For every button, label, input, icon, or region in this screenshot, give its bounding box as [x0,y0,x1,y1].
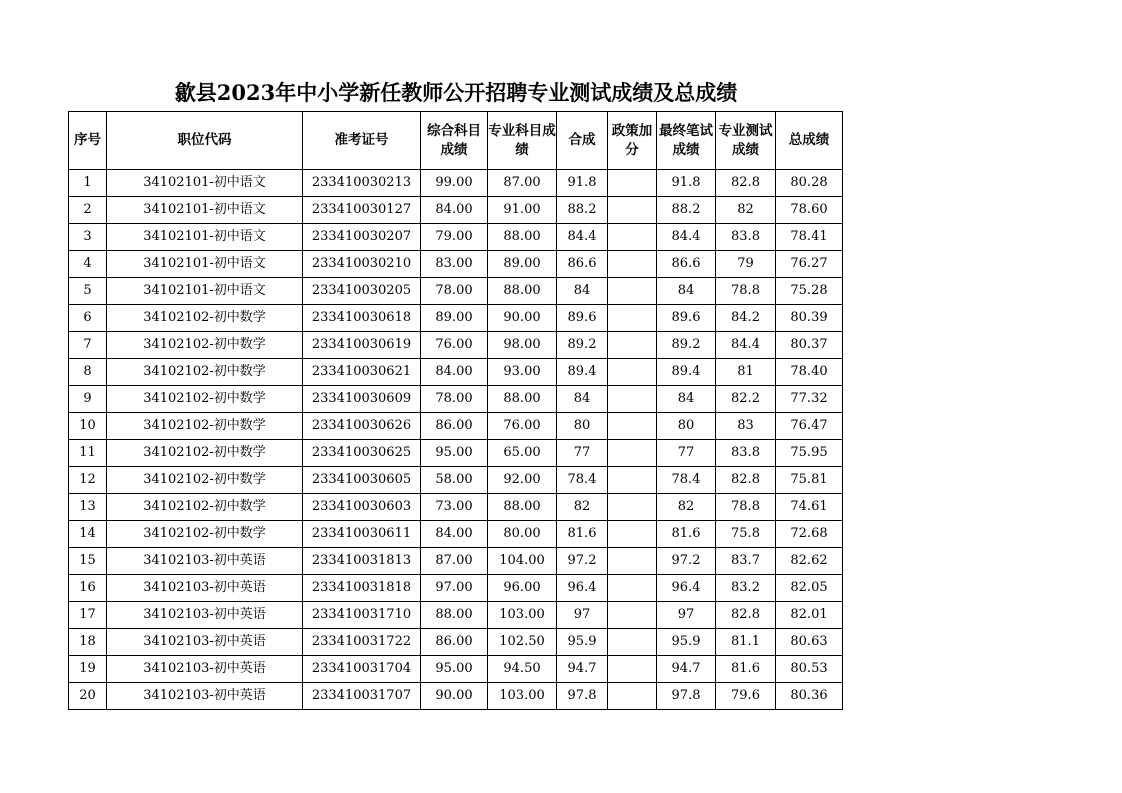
cell-seq: 9 [69,386,107,413]
cell-combined: 84 [557,386,608,413]
cell-position-code: 34102101-初中语文 [107,278,303,305]
table-row [69,521,843,548]
cell-policy-bonus [608,197,657,224]
cell-professional-score: 98.00 [488,332,557,359]
table-row [69,386,843,413]
cell-seq: 17 [69,602,107,629]
header-combined: 合成 [557,112,608,170]
cell-total: 78.60 [776,197,843,224]
table-row [69,278,843,305]
cell-combined: 89.4 [557,359,608,386]
cell-comprehensive-score: 86.00 [421,629,488,656]
cell-professional-score: 88.00 [488,278,557,305]
cell-position-code: 34102102-初中数学 [107,467,303,494]
cell-position-code: 34102103-初中英语 [107,656,303,683]
cell-policy-bonus [608,521,657,548]
cell-final-written: 84 [657,386,716,413]
cell-professional-score: 96.00 [488,575,557,602]
score-table-body [69,170,843,710]
cell-professional-test: 82.2 [716,386,776,413]
cell-seq: 15 [69,548,107,575]
cell-comprehensive-score: 83.00 [421,251,488,278]
cell-combined: 84.4 [557,224,608,251]
cell-professional-test: 78.8 [716,494,776,521]
cell-seq: 18 [69,629,107,656]
cell-position-code: 34102102-初中数学 [107,359,303,386]
cell-total: 82.62 [776,548,843,575]
cell-final-written: 77 [657,440,716,467]
cell-ticket-no: 233410031710 [303,602,421,629]
cell-professional-test: 82 [716,197,776,224]
cell-combined: 77 [557,440,608,467]
cell-ticket-no: 233410030127 [303,197,421,224]
cell-professional-score: 88.00 [488,224,557,251]
cell-policy-bonus [608,494,657,521]
cell-final-written: 89.2 [657,332,716,359]
cell-professional-test: 79 [716,251,776,278]
cell-ticket-no: 233410030205 [303,278,421,305]
cell-combined: 97.2 [557,548,608,575]
cell-professional-score: 103.00 [488,602,557,629]
cell-comprehensive-score: 78.00 [421,278,488,305]
cell-combined: 84 [557,278,608,305]
cell-position-code: 34102103-初中英语 [107,548,303,575]
header-row [69,112,843,170]
cell-professional-test: 83.8 [716,440,776,467]
cell-seq: 5 [69,278,107,305]
cell-policy-bonus [608,683,657,710]
cell-seq: 13 [69,494,107,521]
cell-total: 74.61 [776,494,843,521]
table-row [69,602,843,629]
header-comprehensive-score: 综合科目成绩 [421,112,488,170]
cell-comprehensive-score: 90.00 [421,683,488,710]
header-ticket-no: 准考证号 [303,112,421,170]
cell-position-code: 34102103-初中英语 [107,575,303,602]
cell-comprehensive-score: 88.00 [421,602,488,629]
table-row [69,359,843,386]
cell-ticket-no: 233410030603 [303,494,421,521]
cell-professional-test: 82.8 [716,467,776,494]
cell-total: 78.41 [776,224,843,251]
cell-seq: 19 [69,656,107,683]
cell-professional-test: 83 [716,413,776,440]
cell-policy-bonus [608,278,657,305]
cell-policy-bonus [608,440,657,467]
cell-seq: 20 [69,683,107,710]
table-row [69,494,843,521]
cell-comprehensive-score: 78.00 [421,386,488,413]
table-row [69,575,843,602]
table-row [69,683,843,710]
cell-position-code: 34102103-初中英语 [107,683,303,710]
cell-seq: 8 [69,359,107,386]
cell-professional-score: 87.00 [488,170,557,197]
cell-combined: 81.6 [557,521,608,548]
table-row [69,548,843,575]
cell-final-written: 97.2 [657,548,716,575]
cell-ticket-no: 233410031707 [303,683,421,710]
cell-final-written: 78.4 [657,467,716,494]
cell-professional-score: 90.00 [488,305,557,332]
cell-comprehensive-score: 58.00 [421,467,488,494]
table-row [69,440,843,467]
document-title: 歙县2023年中小学新任教师公开招聘专业测试成绩及总成绩 [174,80,738,105]
table-row [69,224,843,251]
cell-ticket-no: 233410030625 [303,440,421,467]
cell-comprehensive-score: 97.00 [421,575,488,602]
cell-policy-bonus [608,413,657,440]
cell-comprehensive-score: 89.00 [421,305,488,332]
cell-total: 80.39 [776,305,843,332]
cell-final-written: 96.4 [657,575,716,602]
table-row [69,170,843,197]
cell-position-code: 34102103-初中英语 [107,602,303,629]
cell-final-written: 82 [657,494,716,521]
cell-combined: 86.6 [557,251,608,278]
cell-position-code: 34102102-初中数学 [107,521,303,548]
table-row [69,629,843,656]
cell-professional-test: 83.8 [716,224,776,251]
cell-combined: 78.4 [557,467,608,494]
cell-combined: 89.6 [557,305,608,332]
cell-position-code: 34102101-初中语文 [107,224,303,251]
cell-position-code: 34102103-初中英语 [107,629,303,656]
cell-ticket-no: 233410030207 [303,224,421,251]
cell-ticket-no: 233410030618 [303,305,421,332]
cell-combined: 80 [557,413,608,440]
cell-comprehensive-score: 95.00 [421,440,488,467]
table-row [69,656,843,683]
cell-professional-score: 76.00 [488,413,557,440]
header-professional-score: 专业科目成绩 [488,112,557,170]
cell-ticket-no: 233410030611 [303,521,421,548]
cell-policy-bonus [608,332,657,359]
cell-final-written: 91.8 [657,170,716,197]
cell-comprehensive-score: 84.00 [421,359,488,386]
cell-professional-score: 93.00 [488,359,557,386]
cell-ticket-no: 233410031813 [303,548,421,575]
cell-final-written: 84 [657,278,716,305]
cell-policy-bonus [608,224,657,251]
cell-combined: 89.2 [557,332,608,359]
cell-final-written: 84.4 [657,224,716,251]
cell-final-written: 97 [657,602,716,629]
cell-professional-score: 103.00 [488,683,557,710]
cell-professional-score: 94.50 [488,656,557,683]
cell-professional-test: 82.8 [716,602,776,629]
cell-combined: 94.7 [557,656,608,683]
cell-policy-bonus [608,170,657,197]
cell-ticket-no: 233410030605 [303,467,421,494]
cell-seq: 7 [69,332,107,359]
header-position-code: 职位代码 [107,112,303,170]
cell-professional-test: 83.7 [716,548,776,575]
cell-professional-test: 84.2 [716,305,776,332]
cell-professional-score: 89.00 [488,251,557,278]
cell-professional-test: 82.8 [716,170,776,197]
cell-seq: 12 [69,467,107,494]
cell-ticket-no: 233410031704 [303,656,421,683]
cell-position-code: 34102102-初中数学 [107,305,303,332]
cell-combined: 97.8 [557,683,608,710]
cell-professional-test: 83.2 [716,575,776,602]
cell-policy-bonus [608,386,657,413]
cell-professional-score: 88.00 [488,494,557,521]
cell-professional-score: 102.50 [488,629,557,656]
header-final-written: 最终笔试成绩 [657,112,716,170]
cell-comprehensive-score: 73.00 [421,494,488,521]
cell-professional-test: 78.8 [716,278,776,305]
cell-position-code: 34102101-初中语文 [107,170,303,197]
cell-combined: 91.8 [557,170,608,197]
cell-final-written: 97.8 [657,683,716,710]
cell-seq: 4 [69,251,107,278]
cell-policy-bonus [608,305,657,332]
cell-total: 75.95 [776,440,843,467]
cell-seq: 10 [69,413,107,440]
header-policy-bonus: 政策加分 [608,112,657,170]
cell-final-written: 89.4 [657,359,716,386]
cell-final-written: 80 [657,413,716,440]
cell-total: 78.40 [776,359,843,386]
cell-ticket-no: 233410031818 [303,575,421,602]
cell-final-written: 88.2 [657,197,716,224]
cell-final-written: 94.7 [657,656,716,683]
cell-ticket-no: 233410031722 [303,629,421,656]
cell-total: 72.68 [776,521,843,548]
cell-total: 80.28 [776,170,843,197]
cell-seq: 3 [69,224,107,251]
cell-ticket-no: 233410030626 [303,413,421,440]
cell-position-code: 34102102-初中数学 [107,413,303,440]
cell-comprehensive-score: 84.00 [421,521,488,548]
cell-professional-test: 84.4 [716,332,776,359]
cell-professional-score: 92.00 [488,467,557,494]
cell-professional-test: 81.1 [716,629,776,656]
cell-professional-score: 104.00 [488,548,557,575]
cell-total: 80.36 [776,683,843,710]
cell-seq: 14 [69,521,107,548]
cell-total: 80.63 [776,629,843,656]
cell-ticket-no: 233410030210 [303,251,421,278]
cell-professional-score: 91.00 [488,197,557,224]
score-table [68,111,843,710]
header-seq: 序号 [69,112,107,170]
cell-total: 77.32 [776,386,843,413]
cell-seq: 11 [69,440,107,467]
cell-seq: 6 [69,305,107,332]
cell-policy-bonus [608,629,657,656]
cell-policy-bonus [608,575,657,602]
cell-total: 82.01 [776,602,843,629]
cell-position-code: 34102102-初中数学 [107,494,303,521]
cell-position-code: 34102101-初中语文 [107,251,303,278]
table-row [69,467,843,494]
cell-ticket-no: 233410030619 [303,332,421,359]
cell-professional-test: 81.6 [716,656,776,683]
cell-professional-score: 65.00 [488,440,557,467]
cell-ticket-no: 233410030609 [303,386,421,413]
cell-policy-bonus [608,359,657,386]
cell-professional-test: 81 [716,359,776,386]
cell-total: 75.28 [776,278,843,305]
cell-total: 80.37 [776,332,843,359]
cell-total: 76.47 [776,413,843,440]
cell-comprehensive-score: 76.00 [421,332,488,359]
cell-policy-bonus [608,548,657,575]
cell-policy-bonus [608,251,657,278]
cell-comprehensive-score: 84.00 [421,197,488,224]
table-row [69,332,843,359]
header-professional-test: 专业测试成绩 [716,112,776,170]
cell-professional-score: 80.00 [488,521,557,548]
cell-seq: 2 [69,197,107,224]
cell-ticket-no: 233410030621 [303,359,421,386]
cell-comprehensive-score: 95.00 [421,656,488,683]
cell-total: 75.81 [776,467,843,494]
cell-policy-bonus [608,467,657,494]
cell-combined: 88.2 [557,197,608,224]
cell-policy-bonus [608,602,657,629]
table-row [69,413,843,440]
header-total: 总成绩 [776,112,843,170]
table-row [69,305,843,332]
cell-professional-score: 88.00 [488,386,557,413]
table-row [69,197,843,224]
cell-professional-test: 79.6 [716,683,776,710]
cell-final-written: 95.9 [657,629,716,656]
cell-total: 82.05 [776,575,843,602]
cell-combined: 96.4 [557,575,608,602]
cell-position-code: 34102102-初中数学 [107,386,303,413]
cell-comprehensive-score: 87.00 [421,548,488,575]
cell-total: 80.53 [776,656,843,683]
cell-final-written: 81.6 [657,521,716,548]
cell-comprehensive-score: 86.00 [421,413,488,440]
cell-seq: 16 [69,575,107,602]
cell-combined: 82 [557,494,608,521]
cell-final-written: 89.6 [657,305,716,332]
cell-ticket-no: 233410030213 [303,170,421,197]
cell-combined: 97 [557,602,608,629]
cell-final-written: 86.6 [657,251,716,278]
cell-position-code: 34102102-初中数学 [107,332,303,359]
cell-position-code: 34102102-初中数学 [107,440,303,467]
cell-position-code: 34102101-初中语文 [107,197,303,224]
cell-combined: 95.9 [557,629,608,656]
cell-comprehensive-score: 79.00 [421,224,488,251]
cell-total: 76.27 [776,251,843,278]
table-row [69,251,843,278]
cell-policy-bonus [608,656,657,683]
cell-comprehensive-score: 99.00 [421,170,488,197]
cell-professional-test: 75.8 [716,521,776,548]
cell-seq: 1 [69,170,107,197]
